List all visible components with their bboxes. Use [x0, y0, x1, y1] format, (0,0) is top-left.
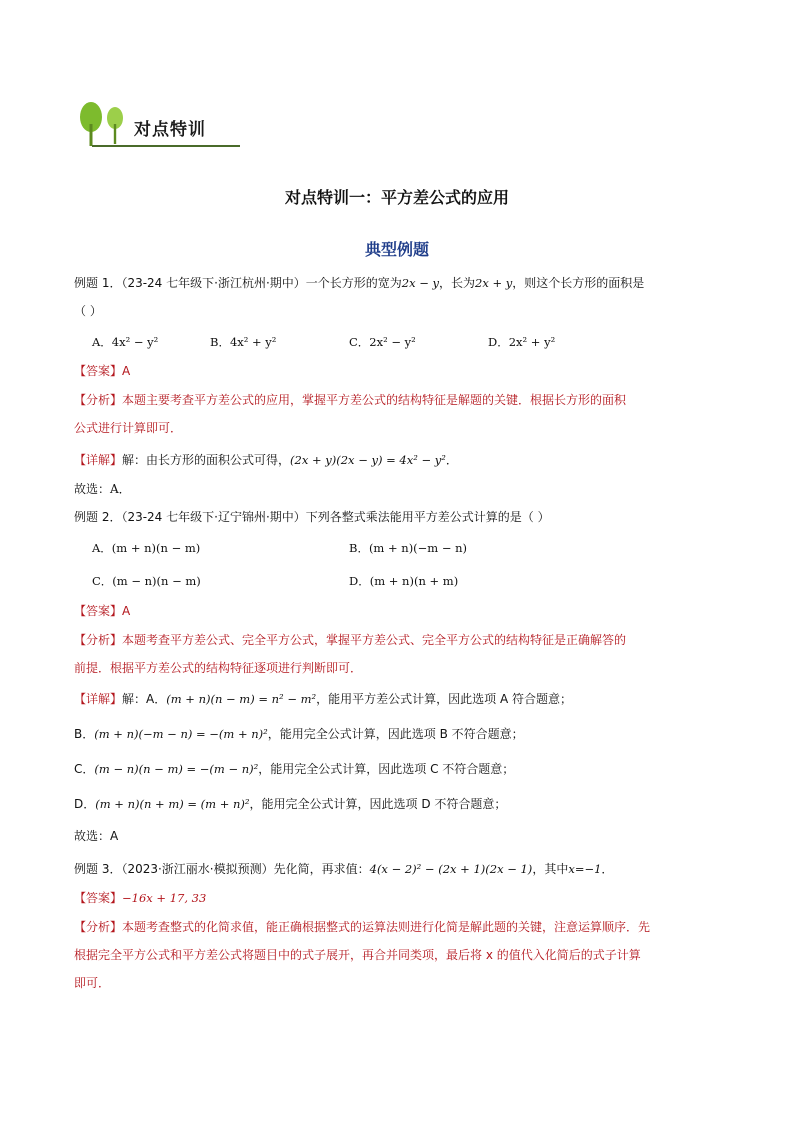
ex1-answer: 【答案】A [74, 364, 131, 378]
ex2-option-b: B．(m + n)(−m − n) [349, 541, 468, 555]
ex1-paren: （ ） [74, 304, 102, 318]
ex2-answer: 【答案】A [74, 604, 131, 618]
ex2-analysis-cont: 前提．根据平方差公式的结构特征逐项进行判断即可． [74, 661, 363, 675]
tree-icon [76, 100, 136, 150]
ex2-detail-b: B．(m + n)(−m − n) = −(m + n)²，能用完全公式计算，因此选项 B 不符合题意； [74, 727, 524, 741]
banner-underline [92, 145, 240, 147]
ex2-detail-c: C．(m − n)(n − m) = −(m − n)²，能用完全公式计算，因此选项 C 不符合题意； [74, 762, 515, 776]
ex3-analysis-end: 即可． [74, 976, 111, 990]
ex3-analysis: 【分析】本题考查整式的化简求值，能正确根据整式的运算法则进行化简是解此题的关键，注意运算顺序．先 [74, 920, 651, 934]
ex1-analysis-cont: 公式进行计算即可． [74, 421, 183, 435]
ex1-stem: 例题 1．（23-24 七年级下·浙江杭州·期中）一个长方形的宽为2x − y，长为2x + y，则这个长方形的面积是 [74, 276, 645, 290]
ex1-choose: 故选：A． [74, 482, 131, 496]
ex1-option-b: B．4x² + y² [210, 335, 277, 349]
ex2-choose: 故选：A [74, 829, 119, 843]
ex2-option-c: C．(m − n)(n − m) [92, 574, 201, 588]
ex2-analysis: 【分析】本题考查平方差公式、完全平方公式，掌握平方差公式、完全平方公式的结构特征是正确解答的 [74, 633, 627, 647]
ex2-option-d: D．(m + n)(n + m) [349, 574, 459, 588]
ex2-stem: 例题 2．（23-24 七年级下·辽宁锦州·期中）下列各整式乘法能用平方差公式计算的是（ ） [74, 510, 550, 524]
banner-title: 对点特训 [134, 120, 206, 140]
ex3-stem: 例题 3．（2023·浙江丽水·模拟预测）先化简，再求值：4(x − 2)² − (2x + 1)(2x − 1)，其中x=−1． [74, 862, 614, 876]
ex3-analysis-cont: 根据完全平方公式和平方差公式将题目中的式子展开，再合并同类项，最后将 x 的值代入化简后的式子计算 [74, 948, 641, 962]
ex2-detail-d: D．(m + n)(n + m) = (m + n)²，能用完全公式计算，因此选项 D 不符合题意； [74, 797, 507, 811]
ex1-width-expr: 2x − y [401, 276, 440, 290]
ex1-option-c: C．2x² − y² [349, 335, 416, 349]
ex1-length-expr: 2x + y [475, 276, 513, 290]
ex2-detail-a: 【详解】解：A．(m + n)(n − m) = n² − m²，能用平方差公式计算，因此选项 A 符合题意； [74, 692, 572, 706]
ex1-detail: 【详解】解：由长方形的面积公式可得，(2x + y)(2x − y) = 4x² − y²． [74, 453, 458, 467]
ex2-option-a: A．(m + n)(n − m) [92, 541, 201, 555]
ex1-option-d: D．2x² + y² [488, 335, 556, 349]
section-title: 对点特训一：平方差公式的应用 [284, 188, 509, 207]
sub-title: 典型例题 [364, 240, 429, 259]
ex3-answer: 【答案】−16x + 17, 33 [74, 891, 207, 905]
ex1-option-a: A．4x² − y² [92, 335, 159, 349]
ex1-analysis: 【分析】本题主要考查平方差公式的应用，掌握平方差公式的结构特征是解题的关键．根据长方形的面积 [74, 393, 627, 407]
